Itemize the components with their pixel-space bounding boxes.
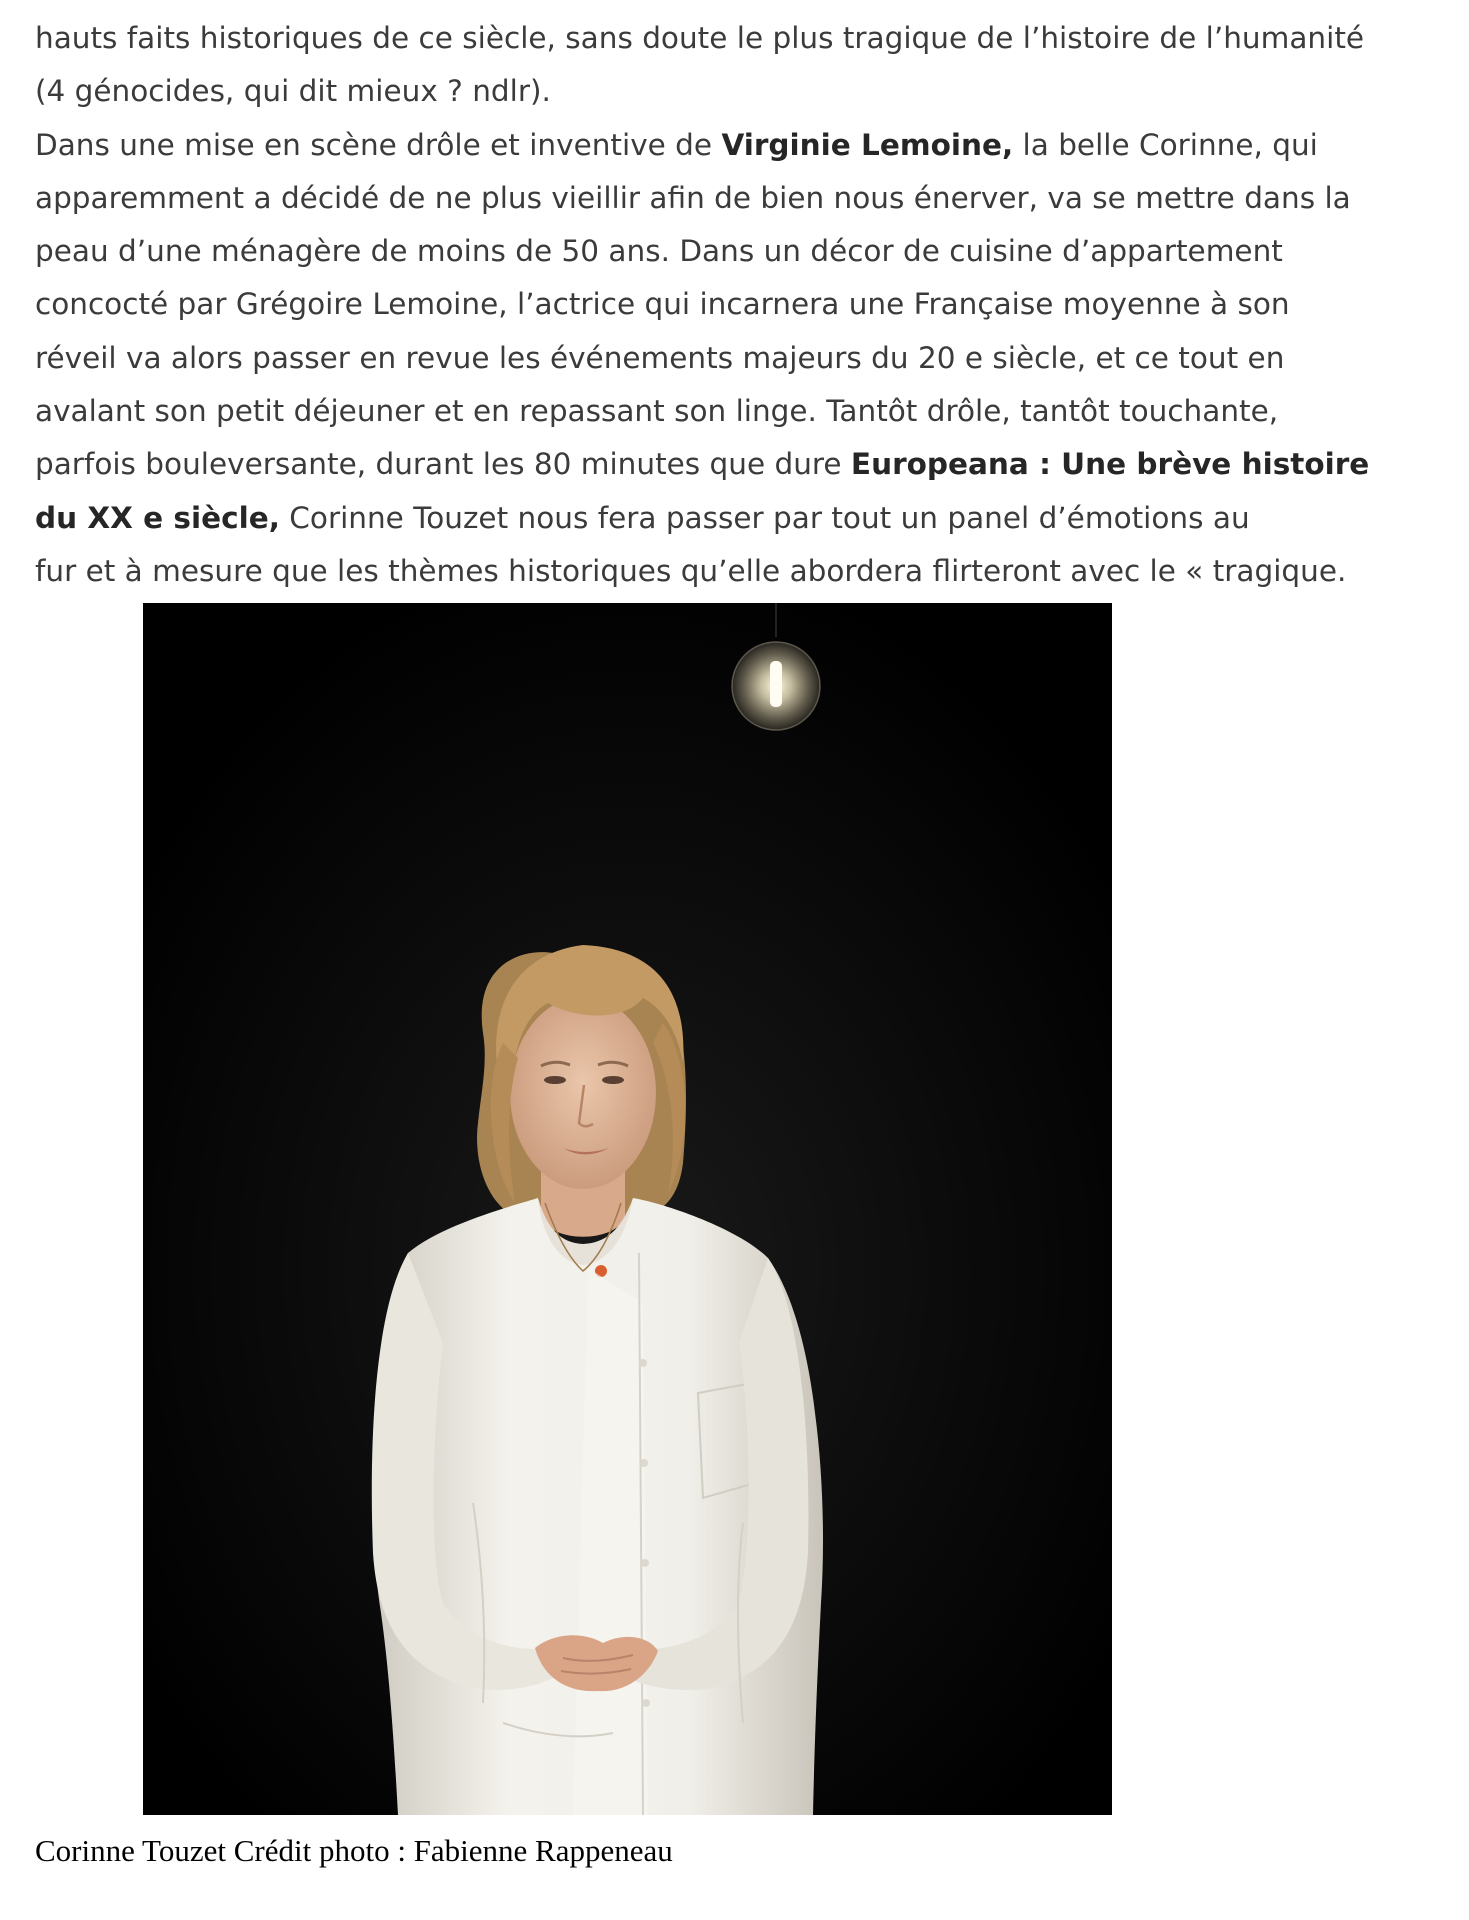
article-line-4: apparemment a décidé de ne plus vieillir afin de bien nous énerver, va se mettre dans la xyxy=(35,180,1351,215)
article-line-2: (4 génocides, qui dit mieux ? ndlr). xyxy=(35,74,551,109)
article-line-9: parfois bouleversante, durant les 80 minutes que dure Europeana : Une brève histoire xyxy=(35,447,1370,482)
stage-photo-illustration xyxy=(143,603,1112,1815)
article-line-6: concocté par Grégoire Lemoine, l’actrice qui incarnera une Française moyenne à son xyxy=(35,287,1290,322)
article-line-3: Dans une mise en scène drôle et inventive de Virginie Lemoine, la belle Corinne, qui xyxy=(35,127,1318,162)
article-text xyxy=(35,12,1435,598)
article-line-8: avalant son petit déjeuner et en repassant son linge. Tantôt drôle, tantôt touchante, xyxy=(35,394,1279,429)
show-title-part-2: du XX e siècle, xyxy=(35,500,280,535)
article-line-5: peau d’une ménagère de moins de 50 ans. Dans un décor de cuisine d’appartement xyxy=(35,234,1283,269)
article-line-11: fur et à mesure que les thèmes historiques qu’elle abordera flirteront avec le « tragique. xyxy=(35,553,1347,588)
stage-photo xyxy=(143,603,1112,1815)
article-line-7: réveil va alors passer en revue les événements majeurs du 20 e siècle, et ce tout en xyxy=(35,340,1285,375)
director-name: Virginie Lemoine, xyxy=(721,127,1014,162)
show-title-part-1: Europeana : Une brève histoire xyxy=(850,447,1370,482)
article-line-1: hauts faits historiques de ce siècle, sans doute le plus tragique de l’histoire de l’humanité xyxy=(35,21,1365,55)
article-line-10: du XX e siècle, Corinne Touzet nous fera passer par tout un panel d’émotions au xyxy=(35,500,1250,535)
photo-caption: Corinne Touzet Crédit photo : Fabienne Rappeneau xyxy=(35,1833,673,1868)
